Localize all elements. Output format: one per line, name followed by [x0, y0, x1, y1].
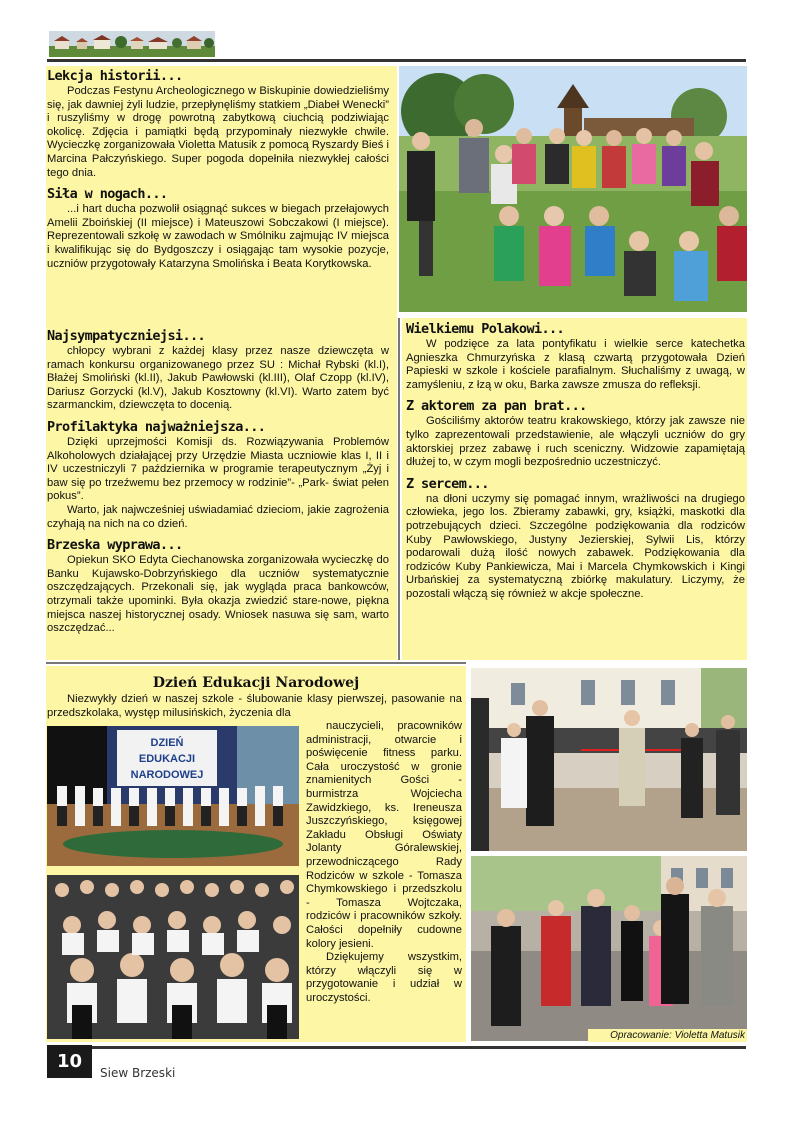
section-rule [46, 662, 466, 664]
den-thanks-text: Dziękujemy wszystkim, którzy włączyli się w przygotowanie i udział w uroczystości. [306, 951, 462, 1004]
section-title-sila: Siła w nogach... [47, 186, 168, 203]
section-body-najsym: chłopcy wybrani z każdej klasy przez nasze dziewczęta w ramach konkursu organizowanego przez SU : Michał Rybski (kl.I), Błażej Smoliński (kl.II), Jakub Pawłowski (kl.III), Olaf Czopp (kl.IV), Dariusz Gorzycki (kl.V), Jakub Kosztowny (kl.VI). Warto zatem być szarmanckim, dziewczęta to docenią. [47, 345, 389, 412]
footer-rule [91, 1046, 746, 1049]
publication-name: Siew Brzeski [100, 1066, 176, 1080]
section-title-brzeska: Brzeska wyprawa... [47, 537, 183, 554]
right-column [406, 321, 745, 602]
section-title-lekcja: Lekcja historii... [47, 68, 183, 84]
section-title-profil: Profilaktyka najważniejsza... [47, 418, 266, 435]
ribbon-cutting-photo [471, 668, 747, 851]
section-body-sila: ...i hart ducha pozwolił osiągnąć sukces w biegach przełajowych Amelii Zboińskiej (II miejsce) i Mateuszowi Sobczakowi (I miejsce). Reprezentowali szkołę w zawodach w Smólniku zajmując IV miejsca i kwalifikując się do Bydgoszczy i osiągając tam wysokie pozycje, uczniów przygotowały Katarzyna Smolińska i Beata Korytkowska. [47, 203, 389, 270]
den-intro [47, 693, 462, 720]
stage-sign-line-1: DZIEŃ [150, 737, 184, 749]
header-banner-photo [49, 31, 215, 57]
section-title-polak: Wielkiemu Polakowi... [406, 321, 565, 337]
left-column [47, 68, 389, 271]
header-rule [47, 59, 746, 62]
children-audience-photo [47, 875, 299, 1039]
stage-sign-line-3: NARODOWEJ [130, 769, 204, 781]
page-number: 10 [56, 1051, 83, 1072]
page-number-box [47, 1045, 92, 1078]
den-intro-text: Niezwykły dzień w naszej szkole - ślubowanie klasy pierwszej, pasowanie na przedszkolaka, występ milusińskich, życzenia dla [47, 693, 462, 719]
section-title-serce: Z sercem... [406, 475, 489, 492]
section-body-lekcja: Podczas Festynu Archeologicznego w Biskupinie dowiedzieliśmy się, jak dawniej żyli ludzie, przepłynęliśmy statkiem „Diabeł Wenecki” i ruszyliśmy w drogę powrotną zabytkową ciuchcią podziwiając okolicę. Zdjęcia i pamiątki będą przypominały niezwykłe chwile. Wycieczkę zorganizowała Violetta Matusik z pomocą Ryszardy Bieś i Marcina Pałczyńskiego. Super pogoda dopełniła niezwykłej całości tego dnia. [47, 85, 389, 179]
section-body-polak: W podzięce za lata pontyfikatu i wielkie serce katechetka Agnieszka Chmurzyńska z klasą czwartą przygotowała Dzień Papieski w szkole i kościele parafialnym. Słuchaliśmy z uwagą, w zamyśleniu, z łzą w oku, Barka zawsze zmusza do refleksji. [406, 338, 745, 391]
section-body-profil-2: Warto, jak najwcześniej uświadamiać dzieciom, jakie zagrożenia czyhają na nich na co dzień. [47, 503, 389, 530]
school-stage-photo [47, 726, 299, 866]
section-body-profil-1: Dzięki uprzejmości Komisji ds. Rozwiązywania Problemów Alkoholowych działającej przy Urzędzie Miasta uczniowie klas I, II i IV uczestniczyli 7 października w programie terapeutycznym „Żyj i baw się po trzeźwemu bez przemocy w rodzinie”- „Park- świat pełen pokus”. [47, 435, 389, 503]
den-body-column [306, 720, 462, 1005]
section-title-aktor: Z aktorem za pan brat... [406, 398, 587, 415]
den-heading-block [46, 675, 466, 691]
column-divider [398, 318, 400, 660]
fitness-park-photo [471, 856, 747, 1041]
group-photo-biskupin [399, 66, 747, 312]
section-body-serce: na dłoni uczymy się pomagać innym, wrażliwości na drugiego człowieka, jego los. Zbieramy zabawki, gry, książki, maskotki dla potrzebujących dzieci. Szczególne podziękowania dla rodziców Kuby Pawłowskiego, Justyny Jezierskiej, Sylwii Lis, którzy podarowali dużą ilość nowych zabawek. Podziękowania dla rodziców Kuby Pankiewicza, Mai i Marcela Chymkowskich i Kingi Urbańskiej za systematyczną zbiórkę makulatury. Liczymy, że pozostali włączą się również w akcje społeczne. [406, 492, 745, 600]
section-body-brzeska: Opiekun SKO Edyta Ciechanowska zorganizowała wycieczkę do Banku Kujawsko-Dobrzyńskiego dla uczniów systematycznie oszczędzających. Przekonali się, jak wygląda praca bankowców, otrzymali także upominki. Była okazja zwiedzić stare-nowe, piękna miejsca naszej historycznej osady. Wniosek nasuwa się sam, warto oszczędzać... [47, 554, 389, 635]
photo-credit: Opracowanie: Violetta Matusik [588, 1029, 747, 1042]
left-column-lower [47, 328, 389, 636]
den-body-text: nauczycieli, pracowników administracji, otwarcie i poświęcenie fitness parku. Cała uroczystość w gronie znamienitych Gości - burmistrza Wojciecha Zawidzkiego, ks. Ireneusza Juszczyńskiego, księgowej Zakładu Obsługi Oświaty Jolanty Góralewskiej, przewodniczącego Rady Rodziców w szkole - Tomasza Chymkowskiego i przedszkolu - Tomasza Wojtczaka, rodziców i pracowników szkoły. Całości dopełniły cudowne kolory jesieni. [306, 720, 462, 950]
den-title: Dzień Edukacji Narodowej [152, 675, 360, 691]
stage-sign-line-2: EDUKACJI [138, 753, 196, 765]
section-title-najsym: Najsympatyczniejsi... [47, 328, 206, 344]
section-body-aktor: Gościliśmy aktorów teatru krakowskiego, którzy jak zawsze nie tylko zaprezentowali przedstawienie, ale włączyli uczniów do gry aktorskiej przez zabawę i ruch sceniczny. Widzowie zapamiętają dłużej to, w czym mogli bezpośrednio uczestniczyć. [406, 415, 745, 469]
